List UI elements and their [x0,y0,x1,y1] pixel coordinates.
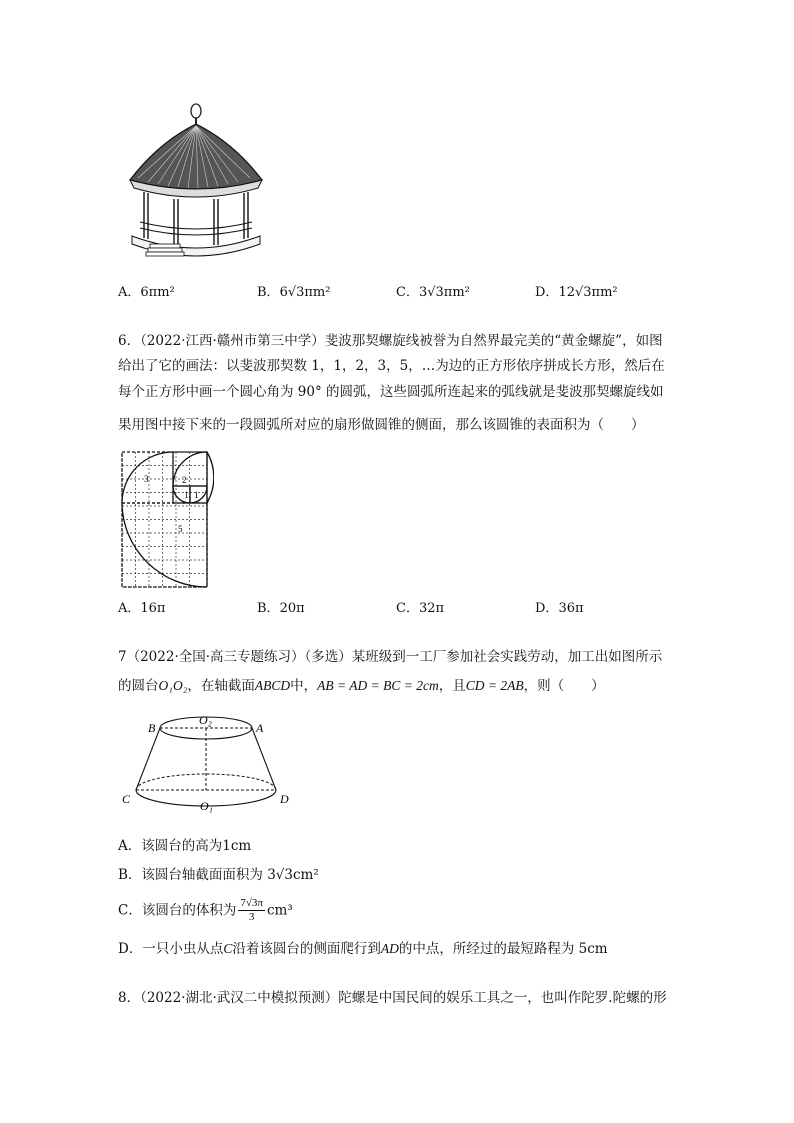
label-d: D [280,792,289,806]
q6-text-line-2: 给出了它的画法：以斐波那契数 1，1，2，3，5，…为边的正方形依序拼成长方形，然后在 [118,358,665,374]
q5-option-c: C．3√3πm² [396,285,470,300]
label-o2: O₂ [199,713,212,727]
q6-option-a-value: 16π [140,601,166,616]
label-a: A [256,721,264,735]
q6-option-a: A．16π [118,601,166,616]
q6-option-c-value: 32π [418,601,445,616]
q5-option-b-value: 6√3πm² [279,285,331,300]
q7-volume-fraction: $\frac{7√3\pi}{3}$ [240,897,263,923]
q5-option-d-value: 12√3πm² [558,285,618,300]
q5-option-d: D．12√3πm² [535,285,618,300]
q6-option-b: B．20π [257,601,305,616]
q8-text-line-1: 8．（2022·湖北·武汉二中模拟预测）陀螺是中国民间的娱乐工具之一，也叫作陀罗.陀螺的形 [118,990,667,1006]
q6-text-line-1: 6．（2022·江西·赣州市第三中学）斐波那契螺旋线被誉为自然界最完美的“黄金螺旋”，如图 [118,333,663,349]
fib-label-5: 5 [178,524,183,534]
label-c: C [122,792,131,806]
q5-option-b: B．6√3πm² [257,285,331,300]
q6-text-line-3: 每个正方形中画一个圆心角为 90° 的圆弧，这些圆弧所连起来的弧线就是斐波那契螺旋线如 [118,384,664,400]
q5-option-a: A．6πm² [118,285,175,300]
q7-option-b: B．该圆台轴截面面积为 3√3cm² [118,867,319,883]
q7-text-line-1: 7（2022·全国·高三专题练习）（多选）某班级到一工厂参加社会实践劳动，加工出如图所示 [118,649,663,665]
fib-label-2: 2 [182,475,187,485]
q7-option-c: C．该圆台的体积为 $\frac{7√3\pi}{3}$ cm³ [118,897,293,923]
fib-label-1b: 1 [194,490,199,500]
q7-option-a: A．该圆台的高为1cm [118,838,252,854]
q6-option-c: C．32π [396,601,445,616]
q6-text-line-4: 果用图中接下来的一段圆弧所对应的扇形做圆锥的侧面，那么该圆锥的表面积为（ ） [118,417,645,433]
label-b: B [148,721,156,735]
q7-text-line-2: 的圆台O₁O₂，在轴截面ABCD中，AB = AD = BC = 2cm，且CD = 2AB，则（ ） [118,678,605,694]
q5-option-a-value: 6πm² [140,285,175,300]
pavilion-figure [118,98,268,260]
q6-option-d: D．36π [535,601,584,616]
q6-option-b-value: 20π [279,601,305,616]
q5-option-c-value: 3√3πm² [418,285,470,300]
q6-option-d-value: 36π [558,601,584,616]
frustum-figure [118,710,298,818]
fib-label-1a: 1 [184,490,189,500]
fibonacci-spiral-figure [118,448,214,590]
label-o1: O₁ [200,799,213,813]
q7-option-d: D．一只小虫从点C沿着该圆台的侧面爬行到AD的中点，所经过的最短路程为 5cm [118,941,608,957]
fib-label-3: 3 [144,474,149,484]
